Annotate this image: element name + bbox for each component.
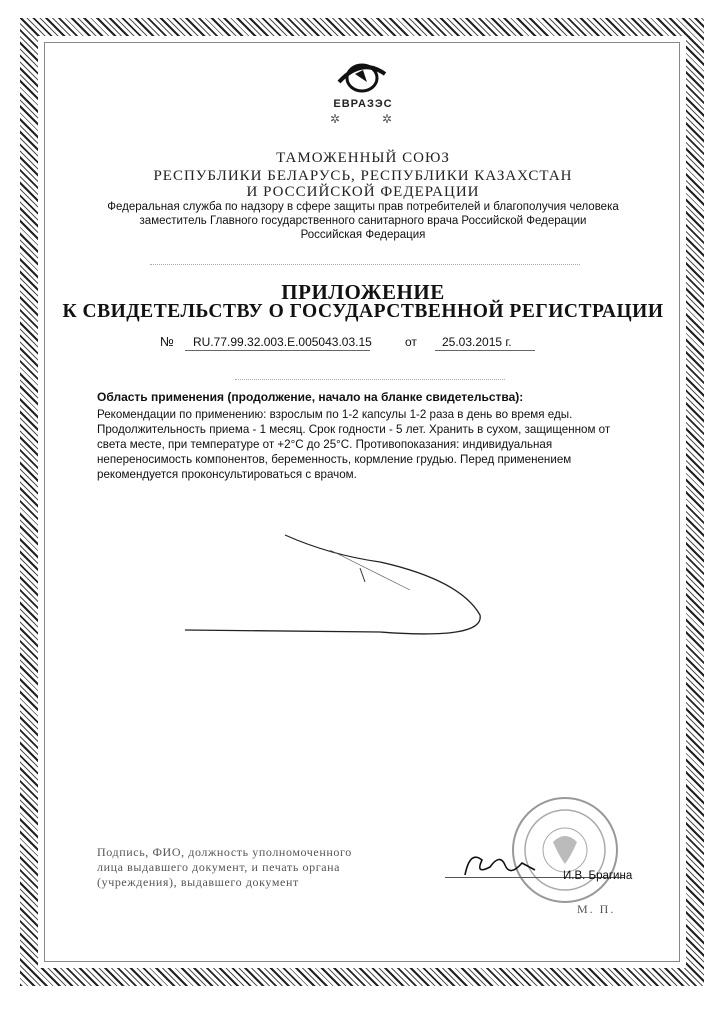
header-line-3: И РОССИЙСКОЙ ФЕДЕРАЦИИ xyxy=(246,184,480,200)
scope-line: Продолжительность приема - 1 месяц. Срок годности - 5 лет. Хранить в сухом, защищенном от xyxy=(97,423,611,436)
scope-line: рекомендуется проконсультироваться с врачом. xyxy=(97,468,357,481)
document-title: ПРИЛОЖЕНИЕ xyxy=(281,280,445,304)
stamp-label: М. П. xyxy=(577,902,616,916)
z-cancellation-mark xyxy=(180,520,490,650)
number-underline xyxy=(185,350,370,351)
scope-line: света месте, при температуре от +2°С до 25°С. Противопоказания: индивидуальная xyxy=(97,438,553,451)
faint-divider-2 xyxy=(235,379,505,380)
handwritten-signature xyxy=(460,845,540,885)
authority-line-1: Федеральная служба по надзору в сфере защиты прав потребителей и благополучия человека xyxy=(107,201,619,213)
caption-line: лица выдавшего документ, и печать органа xyxy=(97,860,341,874)
from-label: от xyxy=(405,335,417,349)
document-subtitle: К СВИДЕТЕЛЬСТВУ О ГОСУДАРСТВЕННОЙ РЕГИСТРАЦИИ xyxy=(62,301,664,322)
header-line-1: ТАМОЖЕННЫЙ СОЮЗ xyxy=(276,150,450,166)
registration-number: RU.77.99.32.003.E.005043.03.15 xyxy=(193,335,372,349)
ornament-right: ✲ xyxy=(382,112,393,126)
scope-line: непереносимость компонентов, беременность, кормление грудью. Перед применением xyxy=(97,453,572,466)
caption-line: (учреждения), выдавшего документ xyxy=(97,875,299,889)
registration-date: 25.03.2015 г. xyxy=(442,335,512,349)
emblem-name: ЕВРАЗЭС xyxy=(333,98,393,110)
scope-line: Рекомендации по применению: взрослым по 1-2 капсулы 1-2 раза в день во время еды. xyxy=(97,408,573,421)
faint-divider xyxy=(150,264,580,265)
eurasec-emblem-icon xyxy=(327,52,397,102)
number-label: № xyxy=(160,334,174,349)
signer-name: И.В. Брагина xyxy=(563,870,633,882)
ornament-left: ✲ xyxy=(330,112,341,126)
signature-caption xyxy=(97,845,352,890)
scope-text xyxy=(97,407,622,482)
scope-heading: Область применения (продолжение, начало на бланке свидетельства): xyxy=(97,390,524,404)
header-line-2: РЕСПУБЛИКИ БЕЛАРУСЬ, РЕСПУБЛИКИ КАЗАХСТАН xyxy=(153,168,573,184)
authority-line-2: заместитель Главного государственного санитарного врача Российской Федерации xyxy=(139,215,587,227)
authority-line-3: Российская Федерация xyxy=(300,229,426,241)
caption-line: Подпись, ФИО, должность уполномоченного xyxy=(97,845,352,859)
date-underline xyxy=(435,350,535,351)
